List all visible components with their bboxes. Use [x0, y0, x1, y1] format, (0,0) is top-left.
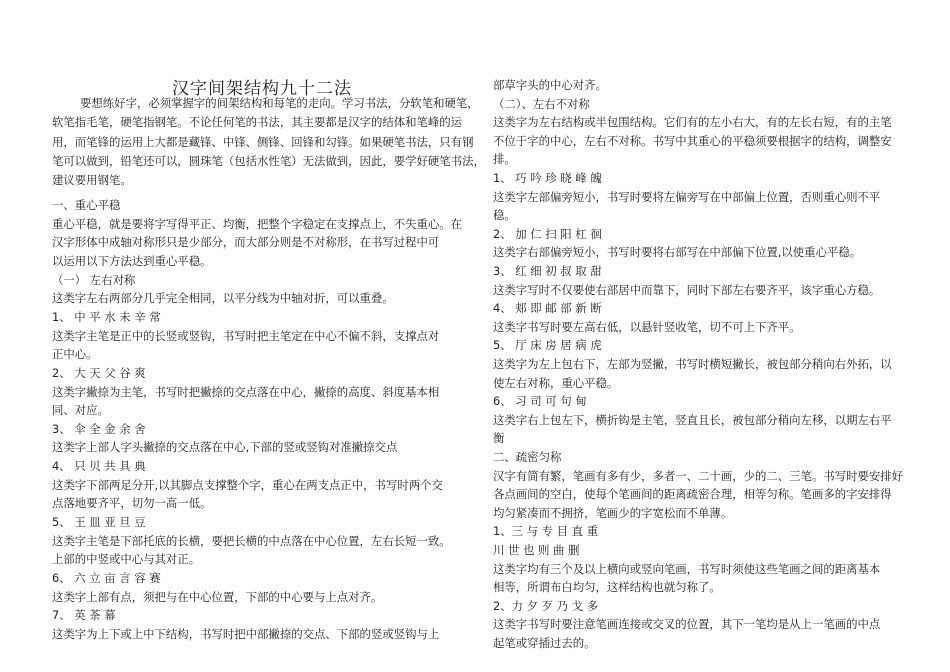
- body-line: 正中心。: [52, 347, 98, 362]
- body-line: 这类字左部偏旁短小，书写时要将左偏旁写在中部偏上位置，否则重心则不平: [493, 189, 881, 204]
- body-line: 汉字有简有繁，笔画有多有少，多者一、二十画，少的二、三笔。书写时要安排好: [493, 468, 904, 483]
- body-line: 这类字为上下或上中下结构，书写时把中部撇捺的交点、下部的竖或竖钩与上: [52, 626, 440, 641]
- body-line: 这类字均有三个及以上横向或竖向笔画，书写时须使这些笔画之间的距离基本: [493, 561, 881, 576]
- body-line: 部草字头的中心对齐。: [493, 78, 607, 92]
- body-line: 这类字撇捺为主笔，书写时把撇捺的交点落在中心，撇捺的高度、斜度基本相: [52, 384, 440, 399]
- body-line: 排。: [493, 152, 516, 167]
- body-line: 6、 习 司 可 句 甸: [493, 394, 587, 409]
- body-line: 这类字上部有点，须把与在中心位置，下部的中心要与上点对齐。: [52, 589, 383, 604]
- body-line: 使左右对称，重心平稳。: [493, 375, 619, 390]
- body-line: 这类字左右两部分几乎完全相同，以平分线为中轴对折，可以重叠。: [52, 291, 394, 306]
- intro-line: 笔可以做到，铅笔还可以，圆珠笔（包括水性笔）无法做到，因此，要学好硬笔书法，: [52, 153, 485, 168]
- body-line: 7、 英 茶 幕: [52, 608, 116, 623]
- body-line: 这类字写时不仅要使右部居中而靠下，同时下部左右要齐平，该字重心方稳。: [493, 282, 881, 297]
- intro-line: 用，而笔锋的运用上大都是藏锋、中锋、侧锋、回锋和勾锋。如果硬笔书法，只有钢: [52, 134, 474, 149]
- body-line: 这类字书写时要左高右低，以悬针竖收笔，切不可上下齐平。: [493, 319, 801, 334]
- body-line: 这类字上部人字头撇捺的交点落在中心,下部的竖或竖钩对准撇捺交点: [52, 440, 398, 455]
- body-line: 重心平稳，就是要将字写得平正、均衡，把整个字稳定在支撑点上，不失重心。在: [52, 216, 463, 231]
- body-line: 一、重心平稳: [52, 198, 121, 212]
- body-line: 点落地要齐平，切勿一高一低。: [52, 496, 212, 511]
- body-line: 以运用以下方法达到重心平稳。: [52, 253, 212, 268]
- body-line: 相等，所谓布白均匀，这样结构也就匀称了。: [493, 580, 721, 595]
- body-line: 4、 只 贝 共 具 典: [52, 459, 146, 474]
- body-line: 同、对应。: [52, 403, 109, 418]
- body-line: 3、 红 细 初 叔 取 甜: [493, 264, 602, 278]
- body-line: 不位于字的中心，左右不对称。书写中其重心的平稳须要根据字的结构，调整安: [493, 133, 892, 148]
- body-line: （二）、左右不对称: [493, 96, 590, 111]
- body-line: 川 世 也 则 曲 删: [493, 543, 580, 557]
- body-line: 2、 加 仁 扫 阳 杠 徊: [493, 226, 602, 241]
- body-line: 1、 中 平 水 未 辛 常: [52, 309, 161, 324]
- body-line: （一） 左右对称: [52, 272, 136, 287]
- body-line: 上部的中竖或中心与其对正。: [52, 552, 201, 567]
- body-line: 4、 郏 即 邮 部 新 断: [493, 301, 602, 316]
- body-line: 起笔或穿插过去的。: [493, 636, 596, 650]
- intro-line: 软笔指毛笔，硬笔指钢笔。不论任何笔的书法，其主要都是汉字的结体和笔峰的运: [52, 115, 463, 130]
- body-line: 6、 六 立 亩 言 容 赛: [52, 571, 161, 585]
- body-line: 各点画间的空白，使每个笔画间的距离疏密合理，相等匀称。笔画多的字安排得: [493, 487, 892, 502]
- body-line: 这类字下部两足分开,以其脚点支撑整个字，重心在两支点正中，书写时两个交: [52, 477, 443, 492]
- body-line: 1、三 与 专 目 直 重: [493, 524, 599, 539]
- body-line: 衡: [493, 431, 505, 446]
- body-line: 1、 巧 吟 珍 晓 峰 魄: [493, 171, 602, 185]
- body-line: 这类字为左右结构或半包围结构。它们有的左小右大，有的左长右短，有的主笔: [493, 115, 892, 130]
- body-line: 这类字右上包左下，横折钩是主笔，竖直且长，被包部分稍向左移，以期左右平: [493, 412, 892, 427]
- body-line: 这类字主笔是正中的长竖或竖钩，书写时把主笔定在中心不偏不斜，支撑点对: [52, 328, 440, 343]
- intro-line: 建议要用钢笔。: [52, 173, 132, 188]
- intro-line: 要想练好字，必须掌握字的间架结构和每笔的走向。学习书法，分软笔和硬笔，: [80, 96, 479, 110]
- body-line: 这类字为左上包右下，左部为竖撇，书写时横短撇长，被包部分稍向右外拓，以: [493, 357, 892, 371]
- body-line: 2、 大 天 父 谷 爽: [52, 365, 146, 380]
- body-line: 5、 王 皿 亚 旦 豆: [52, 515, 146, 530]
- body-line: 稳。: [493, 208, 516, 223]
- body-line: 汉字形体中成轴对称形只是少部分，而大部分则是不对称形，在书写过程中可: [52, 235, 440, 250]
- body-line: 二、疏密匀称: [493, 450, 562, 464]
- body-line: 3、 伞 全 金 余 舍: [52, 421, 146, 436]
- body-line: 2、力 夕 歹 乃 戈 多: [493, 598, 599, 613]
- body-line: 这类字主笔是下部托底的长横，要把长横的中点落在中心位置，左右长短一致。: [52, 533, 451, 548]
- body-line: 这类字书写时要注意笔画连接或交叉的位置，其下一笔均是从上一笔画的中点: [493, 617, 881, 632]
- body-line: 均匀紧凑而不拥挤，笔画少的字宽松而不单薄。: [493, 505, 733, 520]
- document-title: 汉字间架结构九十二法: [172, 79, 352, 99]
- body-line: 5、 厅 床 房 居 病 虎: [493, 338, 602, 353]
- body-line: 这类字右部偏旁短小，书写时要将右部写在中部偏下位置,以使重心平稳。: [493, 245, 862, 260]
